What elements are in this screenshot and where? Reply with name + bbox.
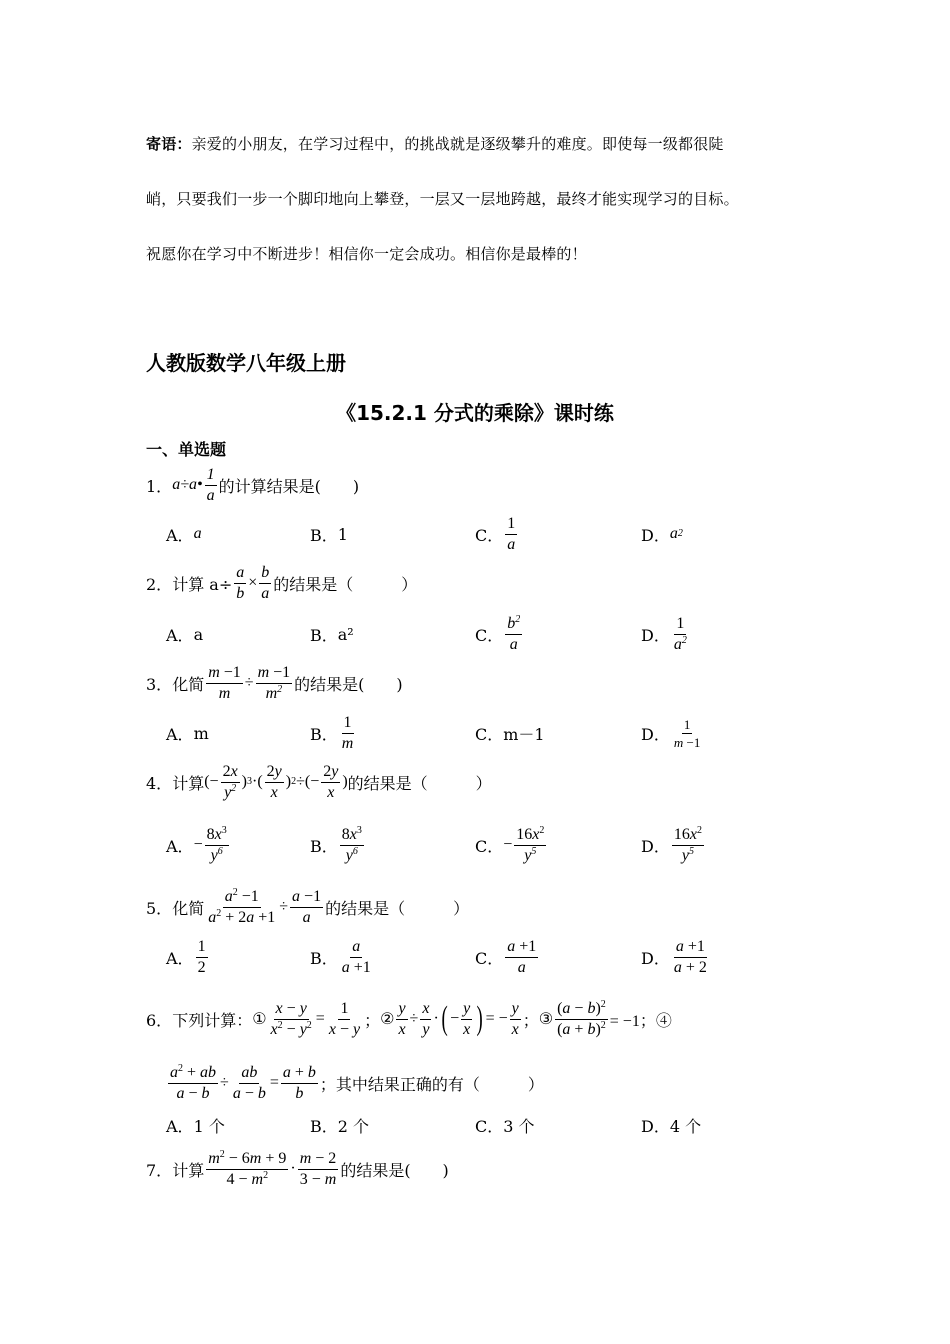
q6-option-a[interactable]: A． 1 个 [166,1116,225,1136]
question-7: 7． 计算 $\frac{m^2 - 6m + 9}{4 - m^2}$ · $\frac{m - 2}{3 - m}$ 的结果是( ) [146,1148,449,1188]
q6-expression-4: $\frac{a^2 + ab}{a - b}$ ÷ $\frac{ab}{a - b}$ = $\frac{a + b}{b}$ [170,1062,316,1102]
q3-option-a[interactable]: A． m [166,723,209,744]
question-6-line-2: $\frac{a^2 + ab}{a - b}$ ÷ $\frac{ab}{a - b}$ = $\frac{a + b}{b}$ ；其中结果正确的有（ ） [166,1058,544,1108]
lesson-title: 《15.2.1 分式的乘除》课时练 [336,401,614,425]
q4-option-c[interactable]: C． − $\frac{16x^2}{y^5}$ [475,824,545,864]
q2-option-a[interactable]: A． a [166,624,204,645]
q3-option-d[interactable]: D． $\frac{1}{m -1}$ [641,716,701,750]
section-heading: 一、单选题 [146,440,227,459]
q5-expression: $\frac{a^2 -1}{a^2 + 2a +1}$ ÷ $\frac{a -1}{a}$ [208,886,322,926]
q3-option-c[interactable]: C． m－1 [475,724,545,744]
q6-option-d[interactable]: D． 4 个 [641,1116,702,1136]
question-6: 6． 下列计算： ① $\frac{x - y}{x^2 - y^2}$ = $\frac{1}{x - y}$ ； ② $\frac{y}{x}$ ÷ $\frac{x}{y}$ · ( − $\frac{y}{x}$ ) = − $\frac{y}{x}$ ； ③ $\frac{(a - b)^2}{(a + b)^2}$ = −1；④ [146,998,672,1038]
q6-expression-2: ② $\frac{y}{x}$ ÷ $\frac{x}{y}$ · ( − $\frac{y}{x}$ ) = − $\frac{y}{x}$ ； [380,999,539,1038]
q6-expression-1: ① $\frac{x - y}{x^2 - y^2}$ = $\frac{1}{x - y}$ ； [252,999,381,1038]
q5-option-d[interactable]: D． $\frac{a +1}{a + 2}$ [641,937,707,976]
q6-option-b[interactable]: B． 2 个 [310,1116,370,1136]
question-3: 3． 化简 $\frac{m -1}{m}$ ÷ $\frac{m -1}{m^2}$ 的结果是( ) [146,663,403,702]
intro-line-2: 峭，只要我们一步一个脚印地向上攀登，一层又一层地跨越，最终才能实现学习的目标。 [146,190,739,208]
q1-option-a[interactable]: A． a [166,525,202,545]
q2-expression: $\frac{a}{b}$ × $\frac{b}{a}$ [236,563,270,602]
q2-option-d[interactable]: D． $\frac{1}{a^2}$ [641,614,687,653]
q1-expression: a÷a• $\frac{1}{a}$ [172,465,215,504]
q1-option-d[interactable]: D． a 2 [641,525,683,545]
q5-option-b[interactable]: B． $\frac{a}{a +1}$ [310,937,371,976]
q1-option-c[interactable]: C． $\frac{1}{a}$ [475,514,516,553]
question-4: 4． 计算 (− $\frac{2x}{y^2}$ ) 3 ·( $\frac{2y}{x}$ ) 2 ÷(− $\frac{2y}{x}$ ) 的结果是（ ） [146,762,492,801]
q4-option-a[interactable]: A． − $\frac{8x^3}{y^6}$ [166,824,227,864]
q4-option-b[interactable]: B． $\frac{8x^3}{y^6}$ [310,824,362,864]
q5-option-a[interactable]: A． $\frac{1}{2}$ [166,937,206,976]
question-2: 2． 计算 a÷ $\frac{a}{b}$ × $\frac{b}{a}$ 的结果是（ ） [146,563,418,602]
q7-expression: $\frac{m^2 - 6m + 9}{4 - m^2}$ · $\frac{m - 2}{3 - m}$ [208,1148,337,1188]
q2-option-c[interactable]: C． $\frac{b^2}{a}$ [475,613,521,653]
q5-option-c[interactable]: C． $\frac{a +1}{a}$ [475,937,537,976]
intro-line-1: 寄语：亲爱的小朋友，在学习过程中，的挑战就是逐级攀升的难度。即使每一级都很陡 [146,135,724,153]
q6-expression-3: ③ $\frac{(a - b)^2}{(a + b)^2}$ = −1；④ [538,998,672,1038]
q6-option-c[interactable]: C． 3 个 [475,1116,535,1136]
book-heading: 人教版数学八年级上册 [146,351,346,375]
q4-expression: (− $\frac{2x}{y^2}$ ) 3 ·( $\frac{2y}{x}$ ) 2 ÷(− $\frac{2y}{x}$ ) [204,762,348,801]
q3-option-b[interactable]: B． $\frac{1}{m}$ [310,713,354,752]
intro-label: 寄语： [146,135,192,153]
q2-option-b[interactable]: B． a² [310,624,354,645]
q4-option-d[interactable]: D． $\frac{16x^2}{y^5}$ [641,824,702,864]
q3-expression: $\frac{m -1}{m}$ ÷ $\frac{m -1}{m^2}$ [208,663,291,702]
question-5: 5． 化简 $\frac{a^2 -1}{a^2 + 2a +1}$ ÷ $\frac{a -1}{a}$ 的结果是（ ） [146,886,470,926]
question-1: 1． a÷a• $\frac{1}{a}$ 的计算结果是( ) [146,465,360,504]
intro-line-3: 祝愿你在学习中不断进步！相信你一定会成功。相信你是最棒的！ [146,245,587,263]
q1-option-b[interactable]: B． 1 [310,524,348,545]
